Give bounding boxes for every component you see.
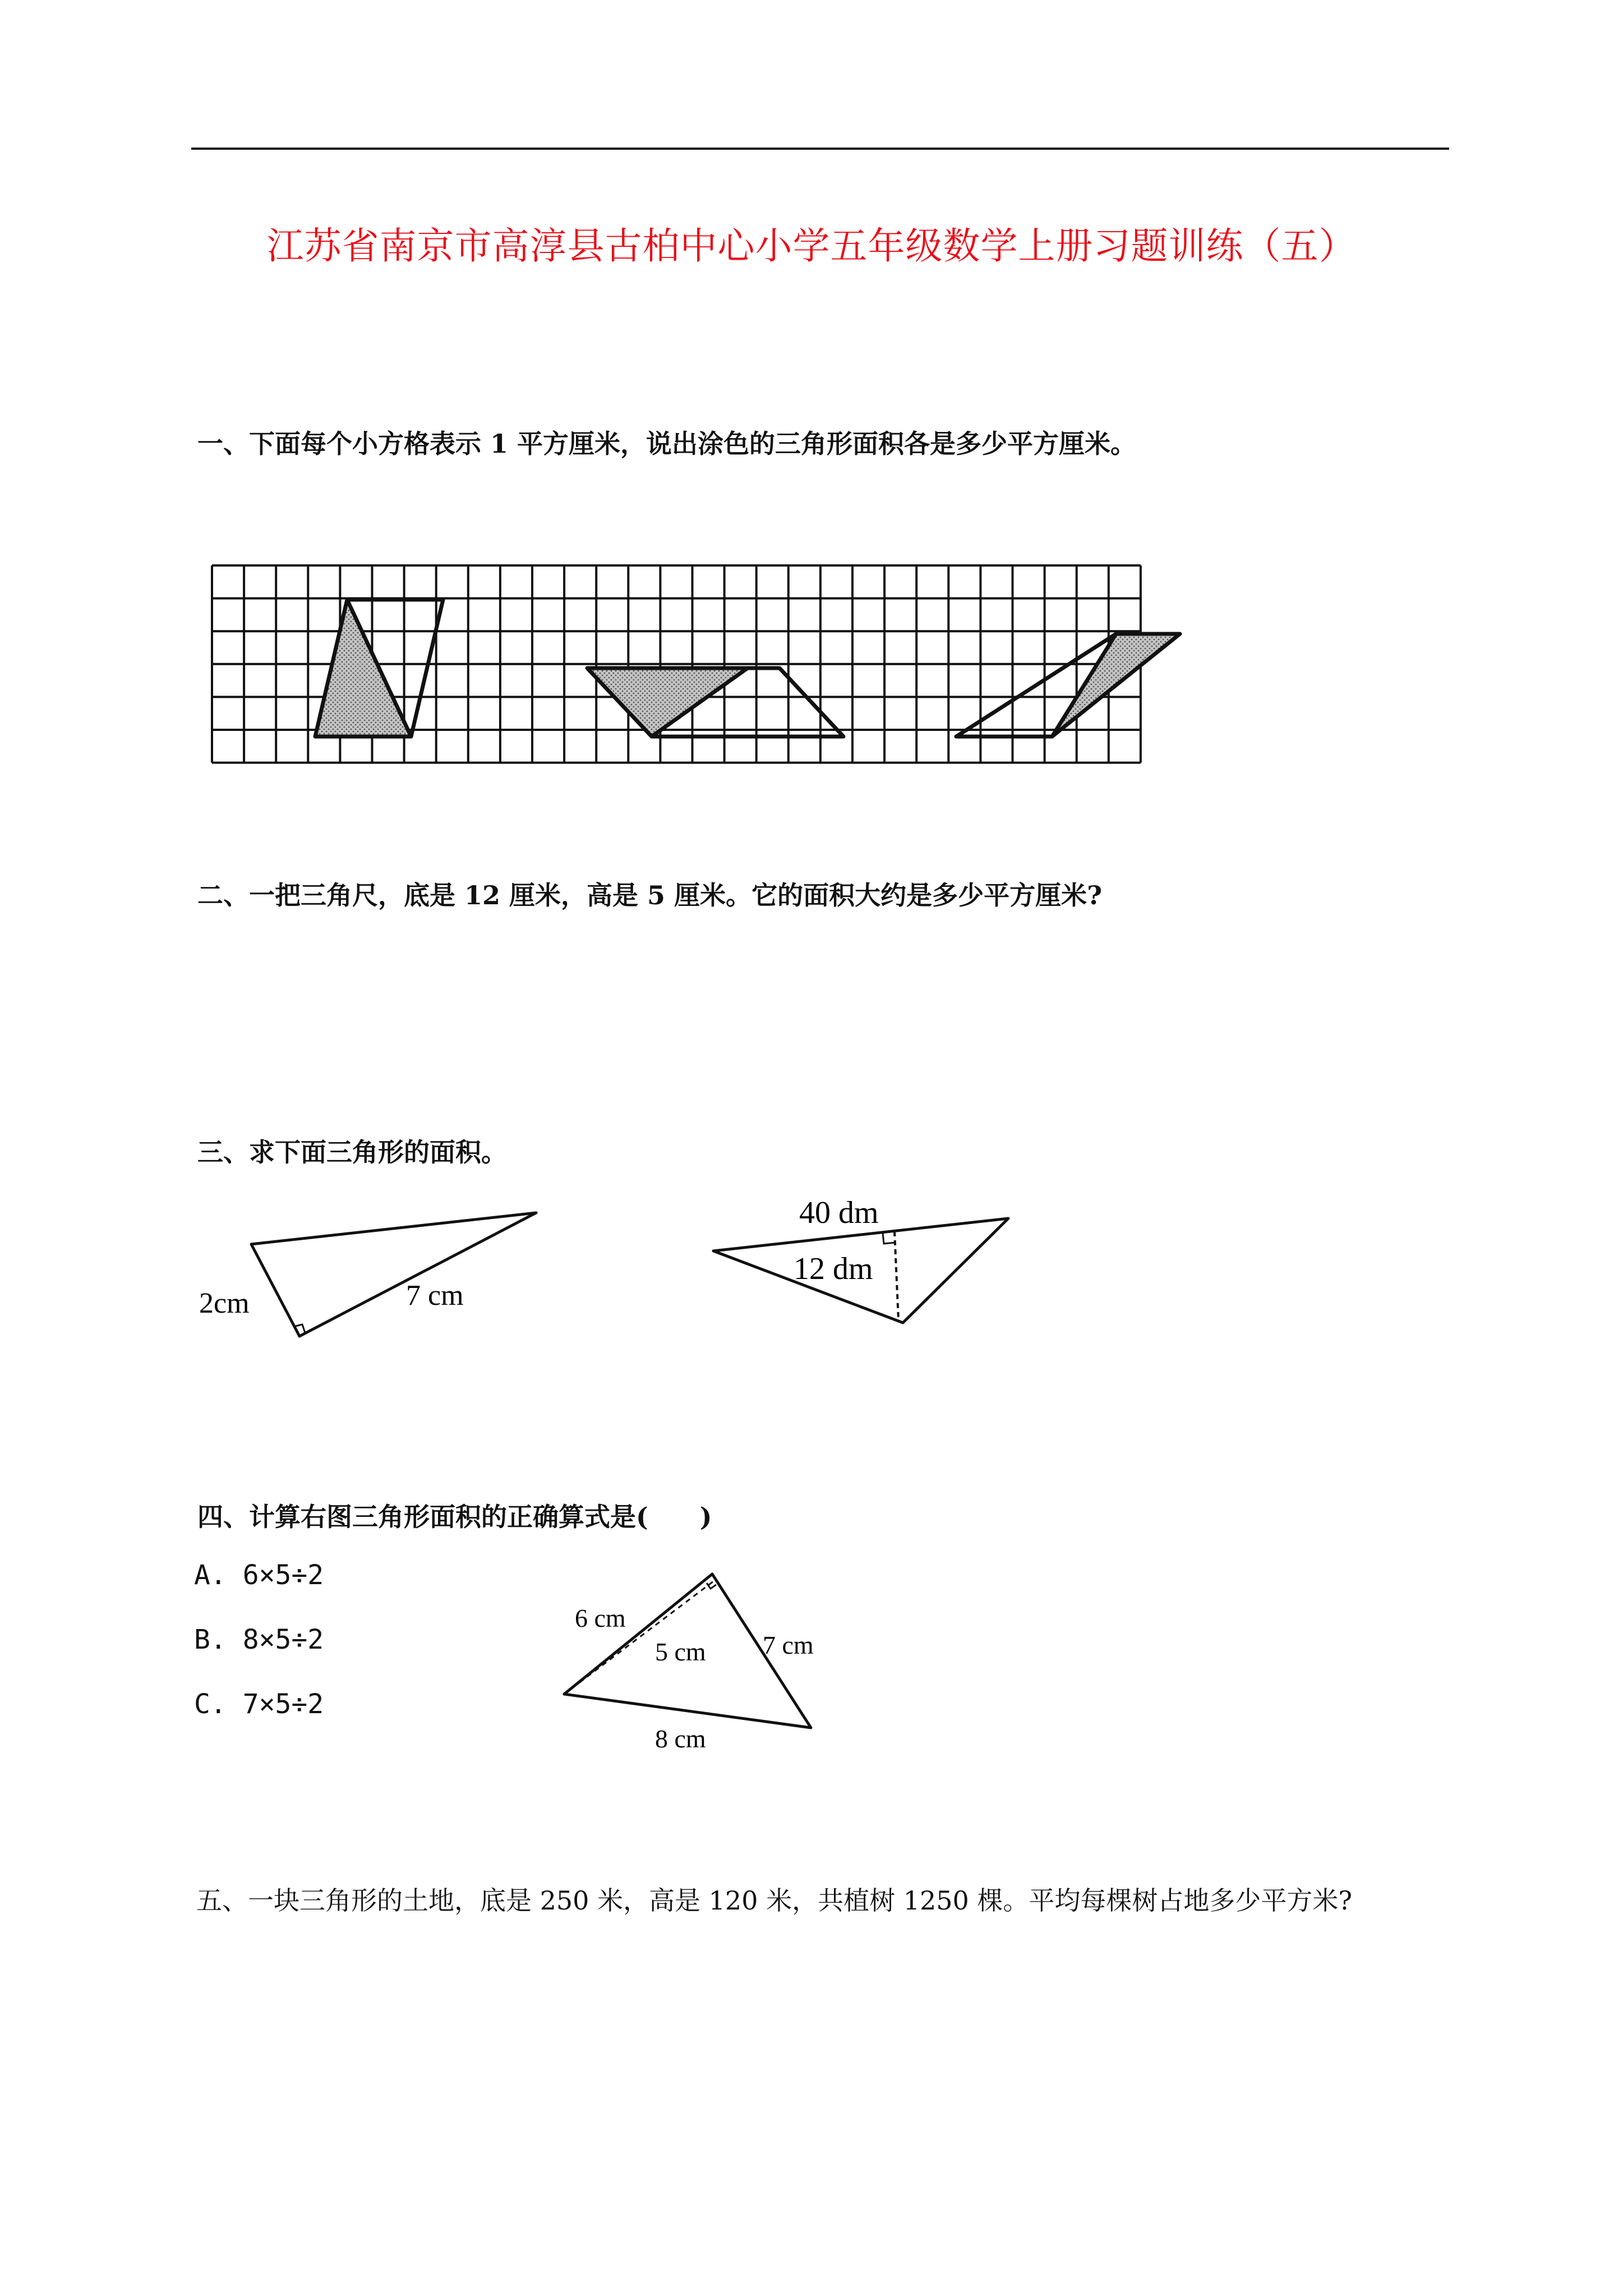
grid-figure [211,562,1198,775]
label-side-short: 2cm [199,1287,250,1319]
page-title: 江苏省南京市高淳县古柏中心小学五年级数学上册习题训练（五） [266,224,1357,268]
q4-triangle [550,1559,841,1750]
shaded-triangle-1 [315,600,411,737]
question-4: 四、计算右图三角形面积的正确算式是( ) [197,1502,712,1532]
option-b: B. 8×5÷2 [194,1624,324,1655]
label-side-long: 7 cm [406,1280,464,1312]
label-8cm: 8 cm [655,1724,706,1750]
question-2: 二、一把三角尺，底是 12 厘米，高是 5 厘米。它的面积大约是多少平方厘米? [197,880,1103,910]
option-c: C. 7×5÷2 [194,1688,324,1720]
header-rule [191,148,1449,150]
label-7cm: 7 cm [763,1631,814,1659]
question-5: 五、一块三角形的土地，底是 250 米，高是 120 米，共植树 1250 棵。平均每棵树占地多少平方米? [196,1885,1353,1916]
label-5cm: 5 cm [655,1637,706,1666]
question-1: 一、下面每个小方格表示 1 平方厘米，说出涂色的三角形面积各是多少平方厘米。 [197,429,1137,459]
q3-right-triangle [701,1189,1026,1335]
q3-left-triangle [191,1200,550,1346]
label-base-40dm: 40 dm [799,1195,879,1230]
label-height-12dm: 12 dm [794,1251,873,1286]
shaded-triangle-3 [1052,634,1180,737]
question-3: 三、求下面三角形的面积。 [197,1137,507,1167]
option-a: A. 6×5÷2 [194,1559,324,1591]
label-6cm: 6 cm [575,1604,626,1632]
